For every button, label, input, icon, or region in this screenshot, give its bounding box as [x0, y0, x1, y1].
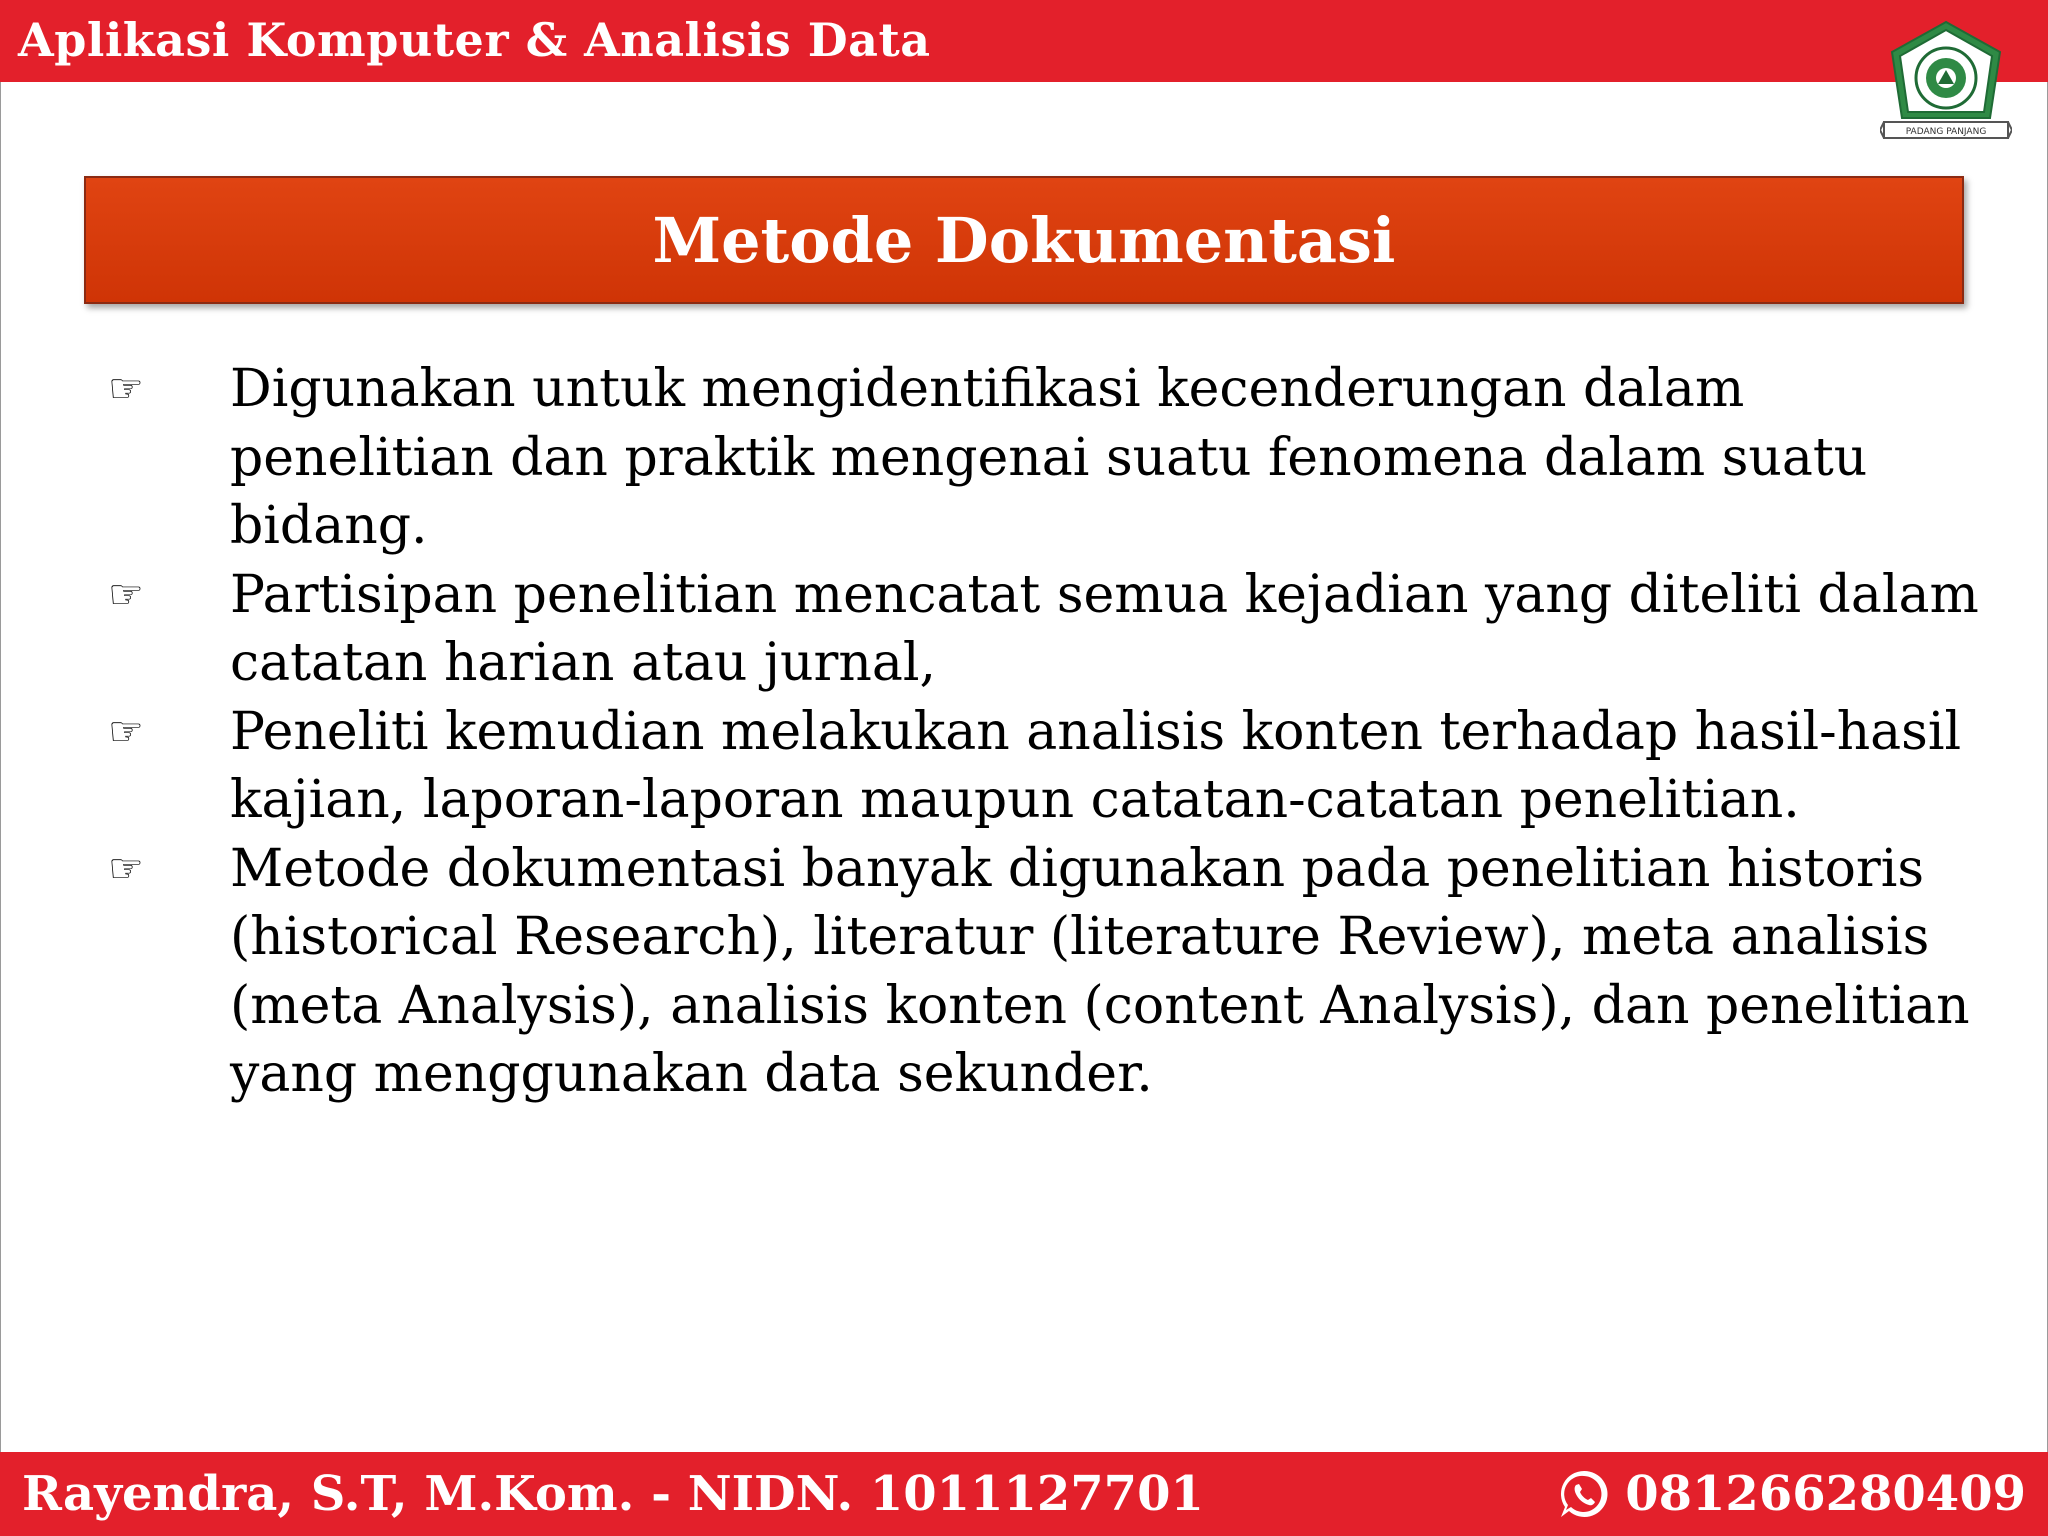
institution-seal-icon [1880, 18, 2012, 150]
footer-phone: 081266280409 [1625, 1466, 2026, 1522]
bullet-item [100, 698, 1980, 835]
bullet-list [100, 355, 1980, 1109]
header-title: Aplikasi Komputer & Analisis Data [18, 13, 931, 67]
whatsapp-icon [1557, 1467, 1611, 1521]
logo-banner-text: PADANG PANJANG [1905, 127, 1987, 137]
pointing-hand-icon: ☞ [108, 845, 144, 892]
pointing-hand-icon: ☞ [108, 366, 144, 412]
bullet-text: Metode dokumentasi banyak digunakan pada penelitian historis (historical Research), literatur (literature Review), meta analisis (meta Analysis), analisis konten (content Analysis), dan penelitian yang menggunakan data sekunder. [230, 838, 1970, 1104]
bullet-item [100, 561, 1980, 698]
bullet-item [100, 355, 1980, 561]
bullet-item [100, 835, 1980, 1109]
footer-contact [1557, 1464, 2026, 1524]
slide-title-box [84, 176, 1964, 304]
header-bar [0, 0, 2048, 82]
pointing-hand-icon: ☞ [108, 708, 144, 755]
slide-title: Metode Dokumentasi [652, 203, 1396, 277]
bullet-text: Partisipan penelitian mencatat semua kejadian yang diteliti dalam catatan harian atau jurnal, [230, 564, 1979, 693]
bullet-text: Digunakan untuk mengidentifikasi kecenderungan dalam penelitian dan praktik mengenai suatu fenomena dalam suatu bidang. [230, 359, 1868, 556]
footer-bar [0, 1452, 2048, 1536]
bullet-text: Peneliti kemudian melakukan analisis konten terhadap hasil-hasil kajian, laporan-laporan maupun catatan-catatan penelitian. [230, 701, 1962, 830]
pointing-hand-icon: ☞ [108, 571, 144, 618]
footer-author: Rayendra, S.T, M.Kom. - NIDN. 1011127701 [22, 1466, 1204, 1522]
